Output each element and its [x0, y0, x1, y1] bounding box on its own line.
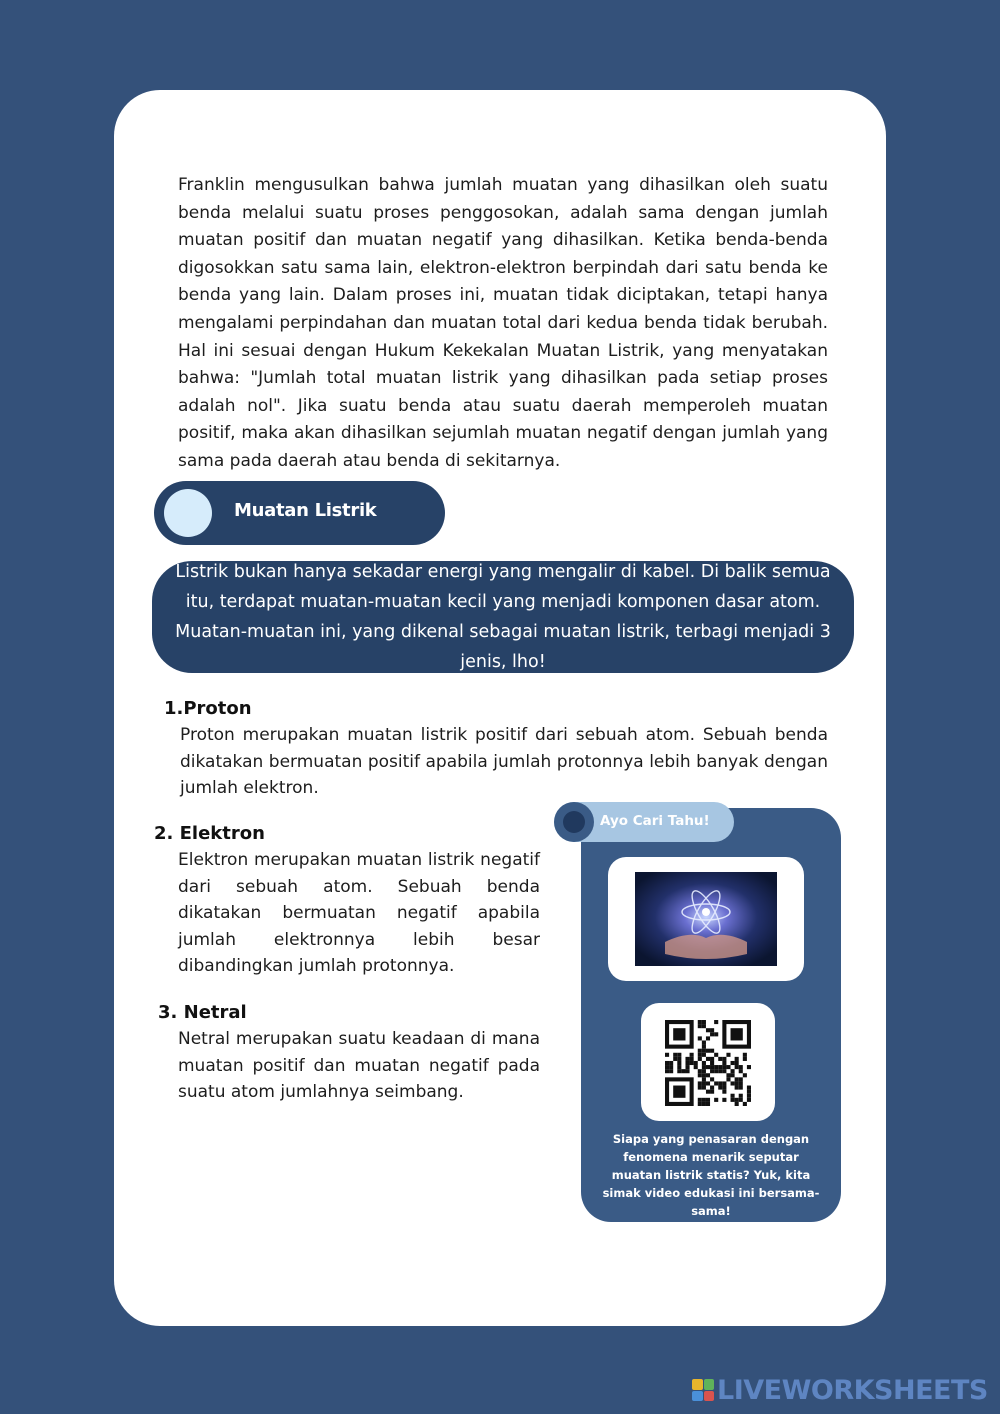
elektron-text: Elektron merupakan muatan listrik negatif dari sebuah atom. Sebuah benda dikatakan bermuatan negatif apabila jumlah elektronnya lebih besar dibandingkan jumlah protonnya.: [178, 850, 540, 977]
tag-circle-icon: [554, 802, 594, 842]
brand-wordmark: LIVEWORKSHEETS: [717, 1374, 988, 1406]
netral-heading: 3. Netral: [158, 1002, 247, 1023]
tag-label: Ayo Cari Tahu!: [600, 813, 710, 829]
netral-text: Netral merupakan suatu keadaan di mana muatan positif dan muatan negatif pada suatu atom jumlahnya seimbang.: [178, 1029, 540, 1103]
circle-icon: [164, 489, 212, 537]
liveworksheets-logo-icon: [692, 1379, 714, 1401]
liveworksheets-brand: [692, 1375, 988, 1405]
ayo-cari-tahu-tag: [554, 802, 734, 842]
section-title-pill: [154, 481, 445, 545]
qr-code-frame: [641, 1003, 775, 1121]
elektron-heading: 2. Elektron: [154, 823, 265, 844]
atom-image-frame: [608, 857, 804, 981]
intro-paragraph: Franklin mengusulkan bahwa jumlah muatan yang dihasilkan oleh suatu benda melalui suatu proses penggosokan, adalah sama dengan jumlah muatan positif dan muatan negatif yang dihasilkan. Ketika benda-benda digosokkan satu sama lain, elektron-elektron berpindah dari satu benda ke benda yang lain. Dalam proses ini, muatan tidak diciptakan, tetapi hanya mengalami perpindahan dan muatan total dari kedua benda tidak berubah. Hal ini sesuai dengan Hukum Kekekalan Muatan Listrik, yang menyatakan bahwa: "Jumlah total muatan listrik yang dihasilkan pada setiap proses adalah nol". Jika suatu benda atau suatu daerah memperoleh muatan positif, maka akan dihasilkan sejumlah muatan negatif dengan jumlah yang sama pada daerah atau benda di sekitarnya.: [178, 175, 828, 471]
video-caption: Siapa yang penasaran dengan fenomena menarik seputar muatan listrik statis? Yuk, kita simak video edukasi ini bersama-sama!: [602, 1132, 820, 1218]
proton-text: Proton merupakan muatan listrik positif dari sebuah atom. Sebuah benda dikatakan bermuatan positif apabila jumlah protonnya lebih banyak dengan jumlah elektron.: [180, 725, 828, 799]
banner-text: Listrik bukan hanya sekadar energi yang mengalir di kabel. Di balik semua itu, terdapat muatan-muatan kecil yang menjadi komponen dasar atom. Muatan-muatan ini, yang dikenal sebagai muatan listrik, terbagi menjadi 3 jenis, lho!: [175, 562, 831, 672]
section-title: Muatan Listrik: [234, 500, 377, 521]
intro-banner: [152, 561, 854, 673]
qr-code-icon[interactable]: [665, 1020, 751, 1106]
proton-heading: 1.Proton: [164, 698, 252, 719]
atom-hands-image: [635, 872, 777, 966]
